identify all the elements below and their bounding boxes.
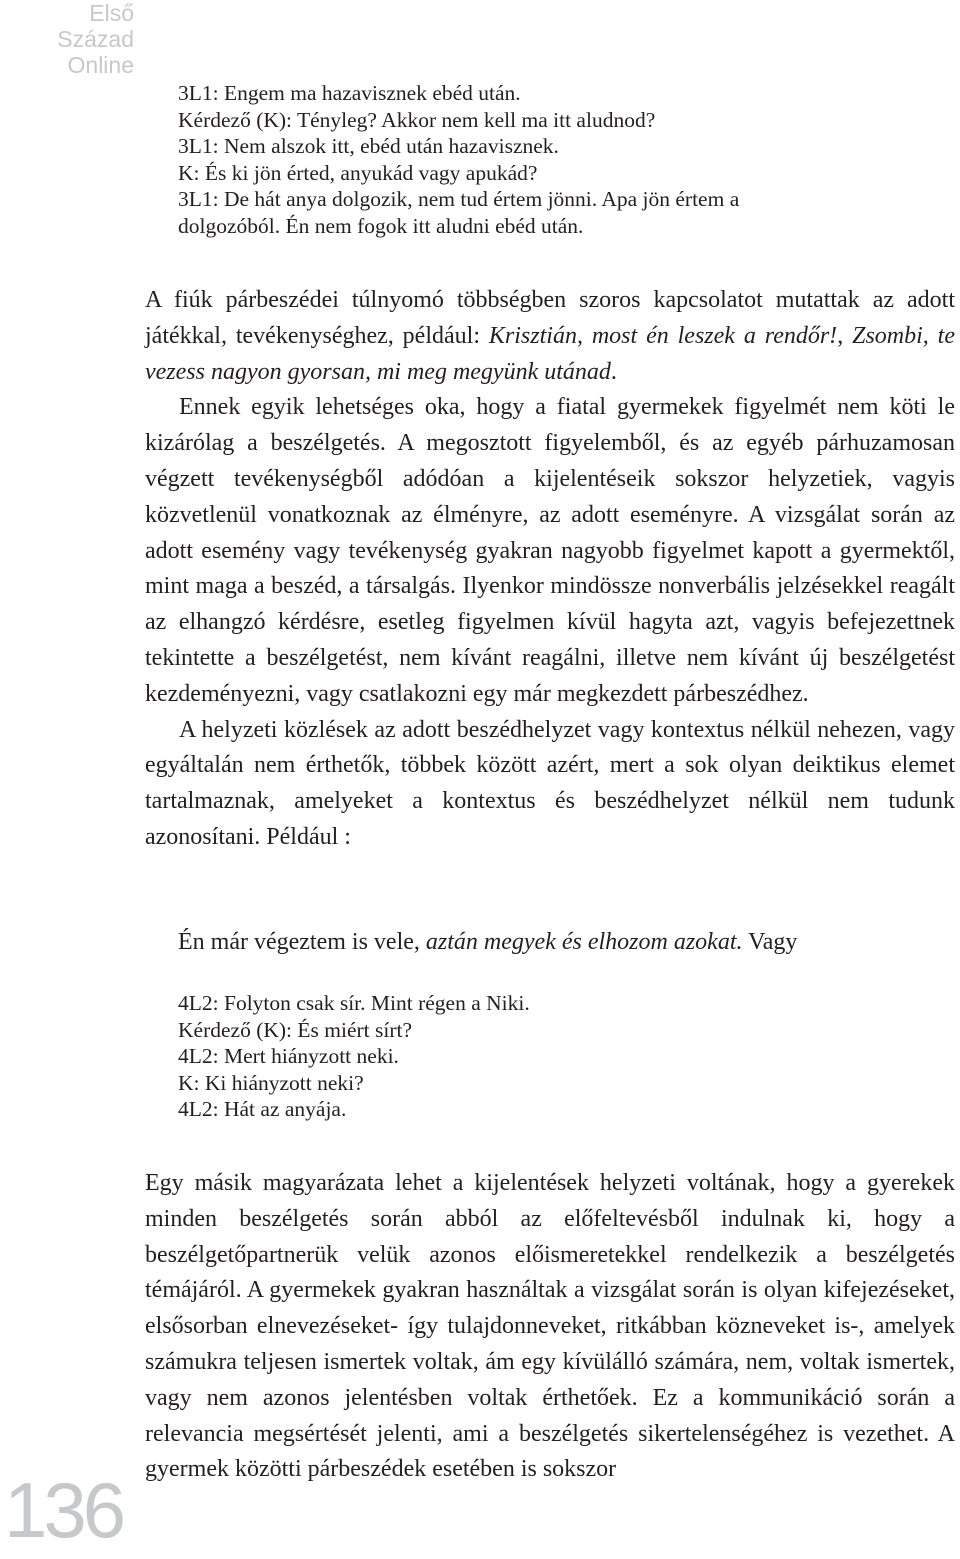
dialogue-line: 3L1: De hát anya dolgozik, nem tud értem jönni. Apa jön értem a [178,187,740,211]
separator: , [837,322,853,349]
dialogue-line: K: Ki hiányzott neki? [178,1070,364,1095]
dialogue-transcript-1 [178,80,938,239]
dialogue-line: 3L1: Engem ma hazavisznek ebéd után. [178,81,521,105]
dialogue-line: 4L2: Hát az anyája. [178,1097,347,1121]
example-quote-1: Krisztián, most én leszek a rendőr! [488,322,838,349]
dialogue-line: dolgozóból. Én nem fogok itt aludni ebéd után. [178,213,584,238]
example-italic: aztán megyek és elhozom azokat. [425,929,743,955]
body-text-upper [145,283,955,856]
dialogue-line: K: És ki jön érted, anyukád vagy apukád? [178,160,538,185]
paragraph-situational: A helyzeti közlések az adott beszédhelyzet vagy kontextus nélkül nehezen, vagy egyáltalán nem érthetők, többek között azért, mert a sok olyan deiktikus elemet tartalmaznak, amelyeket a kontextus és beszédhelyzet nélkül nem tudunk azonosítani. Például : [145,716,955,850]
dialogue-line: 4L2: Folyton csak sír. Mint régen a Niki. [178,991,530,1015]
dialogue-line: 3L1: Nem alszok itt, ebéd után hazavisznek. [178,134,559,158]
paragraph-presupposition: Egy másik magyarázata lehet a kijelentések helyzeti voltának, hogy a gyerekek minden beszélgetés során abból az előfeltevésből indulnak ki, hogy a beszélgetőpartnerük velük azonos előismeretekkel rendelkezik a beszélgetés témájáról. A gyermekek gyakran használtak a vizsgálat során is olyan kifejezéseket, elsősorban elnevezéseket- így tulajdonneveket, ritkábban közneveket is-, amelyek számukra teljesen ismertek voltak, ám egy kívülálló számára, nem, voltak ismertek, vagy nem azonos jelentésben voltak érthetőek. Ez a kommunikáció során a relevancia megsértését jelenti, ami a beszélgetés sikertelenségéhez is vezethet. A gyermek közötti párbeszédek esetében is sokszor [145,1170,955,1483]
paragraph-lead: A fiúk párbeszédei túlnyomó többségben szoros kapcsolatot mutattak az adott játékkal, tevékenységhez, például: [145,287,955,349]
example-quote-2: Zsombi, te vezess nagyon gyorsan, mi meg megyünk utánad [145,322,956,385]
watermark-line-2: Század [57,26,134,52]
example-tail: Vagy [742,929,798,955]
example-normal: Én már végeztem is vele, [178,929,426,955]
example-sentence [178,925,958,961]
watermark-line-1: Első [89,0,134,26]
dialogue-line: 4L2: Mert hiányzott neki. [178,1044,399,1068]
dialogue-line: Kérdező (K): És miért sírt? [178,1017,413,1042]
paragraph-examples [145,283,955,390]
paragraph-attention: Ennek egyik lehetséges oka, hogy a fiatal gyermekek figyelmét nem köti le kizárólag a beszélgetés. A megosztott figyelemből, és az egyéb párhuzamosan végzett tevékenységből adódóan a kijelentéseik sokszor helyzetiek, vagyis közvetlenül vonatkoznak az élményre, az adott eseményre. A vizsgálat során az adott esemény vagy tevékenység gyakran nagyobb figyelmet kapott a gyermektől, mint maga a beszéd, a társalgás. Ilyenkor mindössze nonverbális jelzésekkel reagált az elhangzó kérdésre, esetleg figyelmen kívül hagyta azt, vagyis befejezettnek tekintette a beszélgetést, nem kívánt reagálni, illetve nem kívánt új beszélgetést kezdeményezni, vagy csatlakozni egy már megkezdett párbeszédhez. [145,394,955,707]
dialogue-transcript-2 [178,990,938,1123]
page-number: 136 [4,1466,123,1554]
body-text-lower [145,1166,955,1488]
paragraph-end: . [610,358,617,385]
watermark-line-3: Online [67,52,134,78]
dialogue-line: Kérdező (K): Tényleg? Akkor nem kell ma itt aludnod? [178,107,656,132]
publisher-watermark [14,0,134,78]
